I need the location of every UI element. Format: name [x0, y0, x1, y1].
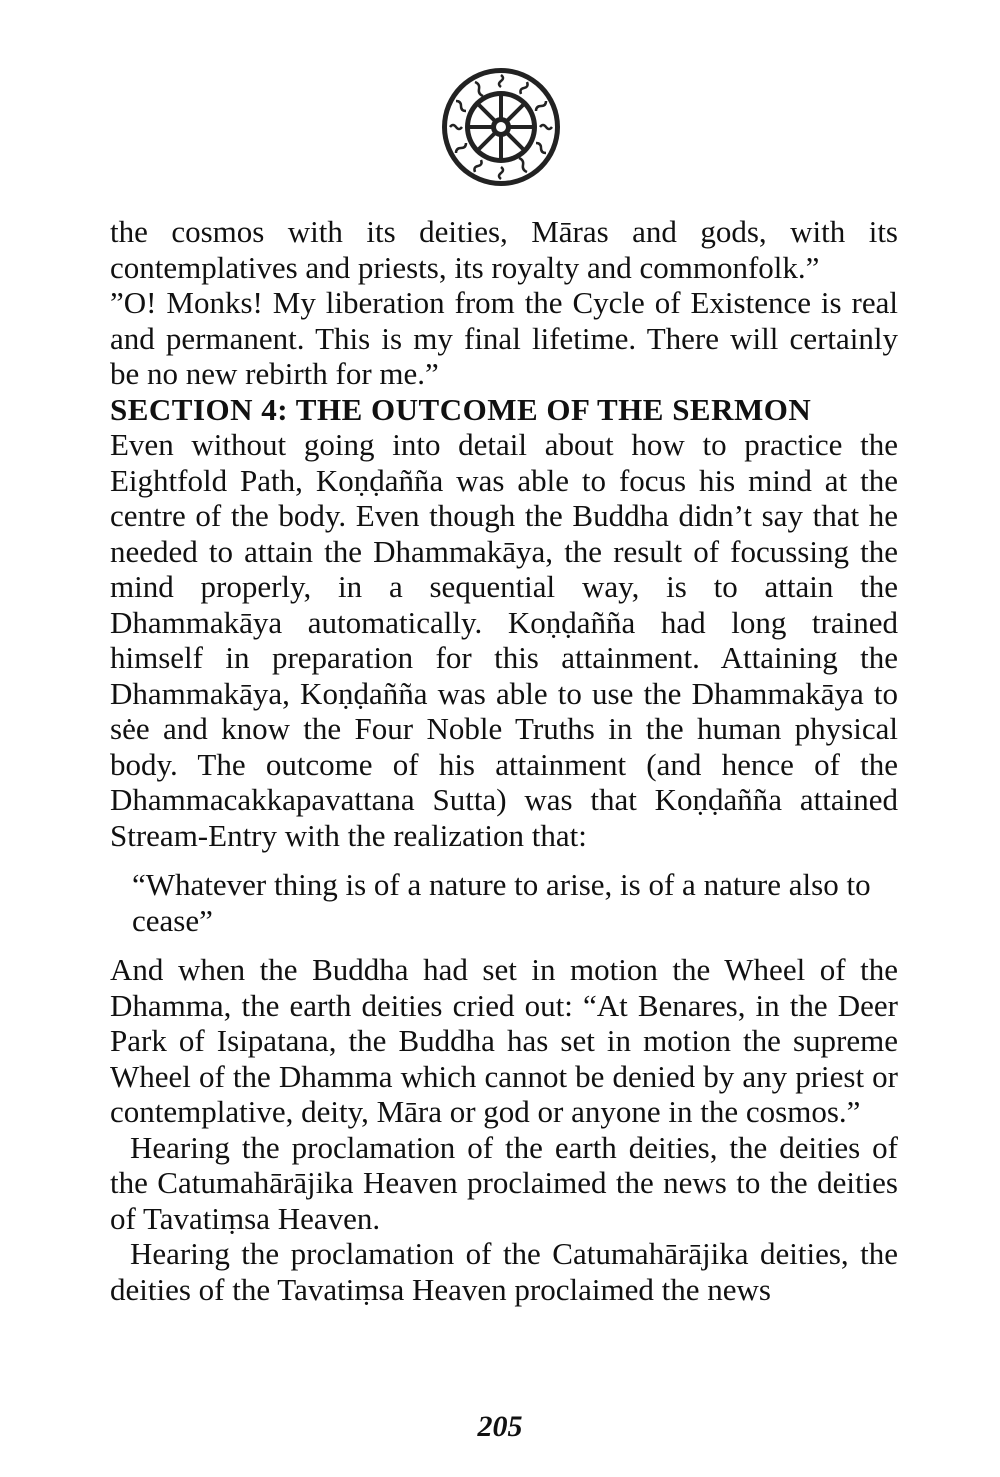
paragraph: the cosmos with its deities, Māras and gods, with its contemplatives and priests, its royalty and commonfolk.” [110, 214, 898, 285]
paragraph: Hearing the proclamation of the Catumahārājika deities, the deities of the Tavatiṃsa Heaven proclaimed the news [110, 1236, 898, 1307]
page-number: 205 [477, 1410, 523, 1443]
paragraph: Hearing the proclamation of the earth deities, the deities of the Catumahārājika Heaven proclaimed the news to the deities of Tavatiṃsa Heaven. [110, 1129, 898, 1236]
block-quote: “Whatever thing is of a nature to arise, is of a nature also to cease” [132, 867, 871, 938]
section-heading: SECTION 4: THE OUTCOME OF THE SERMON [110, 391, 812, 427]
dharma-wheel-icon [440, 66, 562, 188]
paragraph: Even without going into detail about how to practice the Eightfold Path, Koṇḍañña was able to focus his mind at the centre of the body. Even though the Buddha didn’t say that he needed to attain the Dhammakāya, the result of focussing the mind properly, in a sequential way, is to attain the Dhammakāya automatically. Koṇḍañña had long trained himself in preparation for this attainment. Attaining the Dhammakāya, Koṇḍañña was able to use the Dhammakāya to sėe and know the Four Noble Truths in the human physical body. The outcome of his attainment (and hence of the Dhammacakkapavattana Sutta) was that Koṇḍañña attained Stream-Entry with the realization that: [110, 427, 898, 853]
body-text [110, 214, 898, 1307]
paragraph: ”O! Monks! My liberation from the Cycle of Existence is real and permanent. This is my final lifetime. There will certainly be no new rebirth for me.” [110, 285, 898, 391]
paragraph: And when the Buddha had set in motion the Wheel of the Dhamma, the earth deities cried out: “At Benares, in the Deer Park of Isipatana, the Buddha has set in motion the supreme Wheel of the Dhamma which cannot be denied by any priest or contemplative, deity, Māra or god or anyone in the cosmos.” [110, 952, 898, 1129]
